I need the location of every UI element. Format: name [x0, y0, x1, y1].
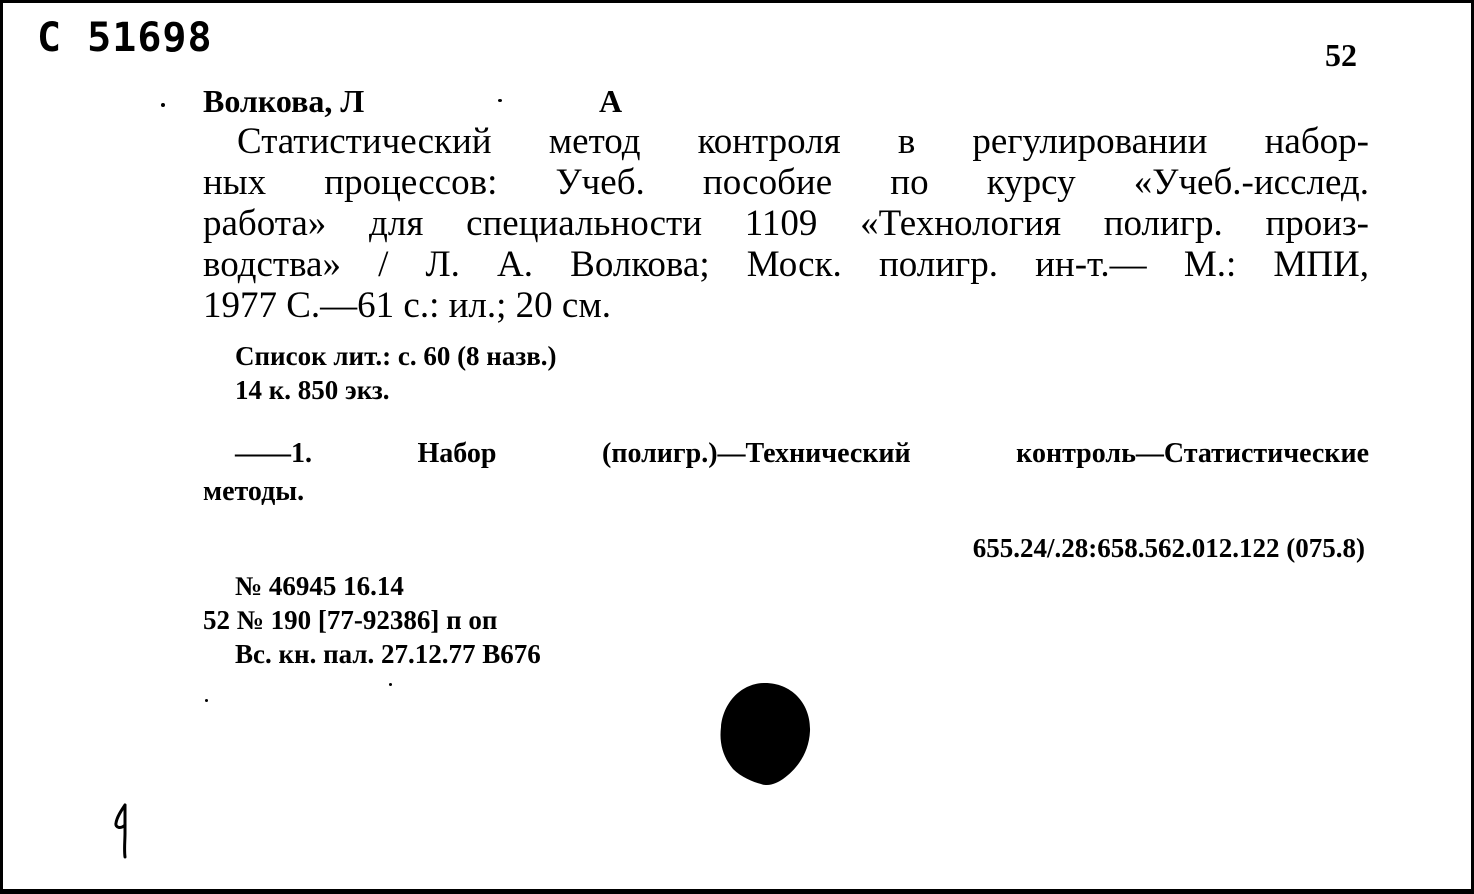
registration-block: [203, 569, 541, 671]
speck: [161, 103, 165, 107]
registration-line: № 46945 16.14: [235, 571, 404, 601]
description-line: ных процессов: Учеб. пособие по курсу «Учеб.-исслед.: [203, 162, 1369, 203]
author-surname: Волкова, Л: [203, 83, 365, 119]
speck: [389, 683, 392, 686]
speck: [205, 699, 208, 702]
order-line: 52 № 190 [77-92386] п оп: [203, 605, 498, 635]
handwritten-mark: [113, 803, 137, 859]
subject-line: методы.: [203, 476, 305, 507]
description-line: водства» / Л. А. Волкова; Моск. полигр. ин-т.— М.: МПИ,: [203, 244, 1369, 285]
description-line: 1977 С.—61 с.: ил.; 20 см.: [203, 285, 612, 326]
subject-headings: [203, 435, 1369, 511]
description-line: Статистический метод контроля в регулировании набор-: [237, 121, 1369, 162]
ink-blot: [719, 681, 811, 787]
bibliographic-description: [203, 121, 1369, 326]
description-line: работа» для специальности 1109 «Технология полигр. произ-: [203, 203, 1369, 244]
speck: [498, 99, 502, 102]
subject-line: ——1. Набор (полигр.)—Технический контроль—Статистические: [235, 438, 1369, 469]
catalog-line: Вс. кн. пал. 27.12.77 В676: [235, 639, 541, 669]
udc-index: 655.24/.28:658.562.012.122 (075.8): [972, 533, 1365, 563]
shelf-code: С 51698: [37, 15, 213, 61]
notes-block: [235, 339, 557, 407]
bibliography-note: Список лит.: с. 60 (8 назв.): [235, 341, 557, 371]
author-initial: А: [599, 83, 623, 119]
corner-number: 52: [1325, 37, 1357, 73]
price-copies: 14 к. 850 экз.: [235, 375, 390, 405]
